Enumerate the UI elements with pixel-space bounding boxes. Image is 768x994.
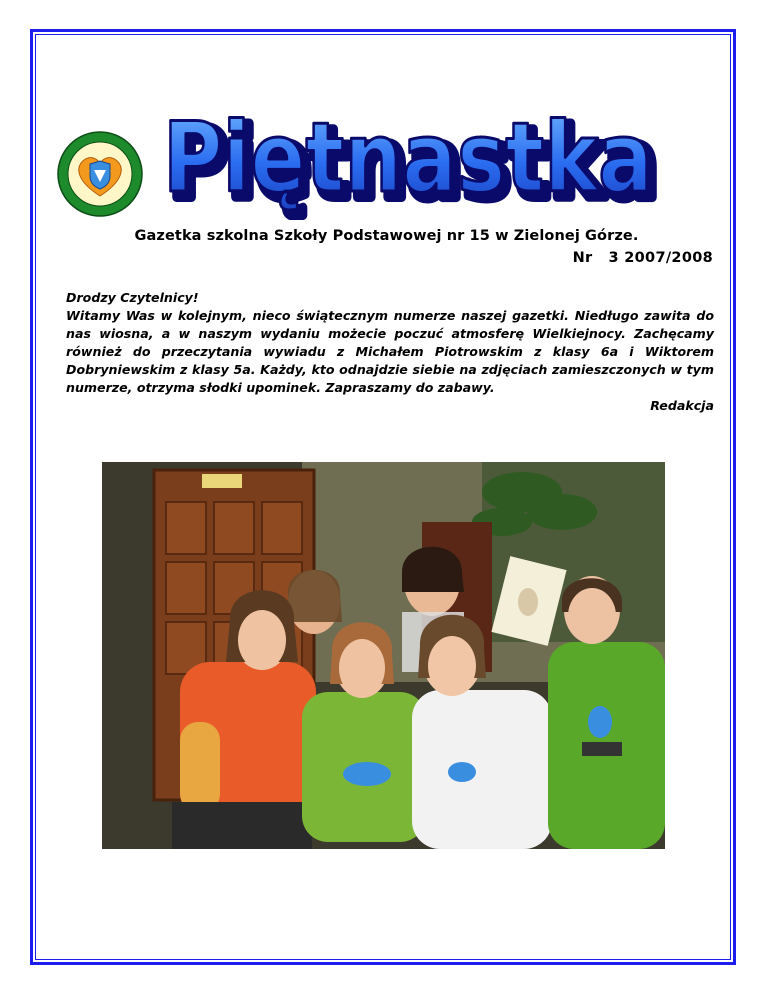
masthead-title	[150, 95, 670, 220]
masthead-title-shadow: Piętnastka	[169, 108, 659, 220]
school-logo	[56, 130, 144, 218]
masthead-title-text: Piętnastka	[163, 102, 653, 214]
letter-greeting: Drodzy Czytelnicy!	[66, 290, 199, 305]
editorial-letter	[66, 289, 714, 415]
subtitle: Gazetka szkolna Szkoły Podstawowej nr 15 w Zielonej Górze.	[134, 228, 639, 244]
issue-number: Nr 3 2007/2008	[572, 250, 713, 266]
letter-signature: Redakcja	[650, 398, 714, 413]
letter-body: Witamy Was w kolejnym, nieco świątecznym numerze naszej gazetki. Niedługo zawita do nas wiosna, a w naszym wydaniu możecie poczuć atmosferę Wielkiejnocy. Zachęcamy również do przeczytania wywiadu z Michałem Piotrowskim z klasy 6a i Wiktorem Dobryniewskim z klasy 5a. Każdy, kto odnajdzie siebie na zdjęciach zamieszczonych w tym numerze, otrzyma słodki upominek. Zapraszamy do zabawy.	[66, 308, 714, 395]
class-photo	[102, 462, 665, 849]
